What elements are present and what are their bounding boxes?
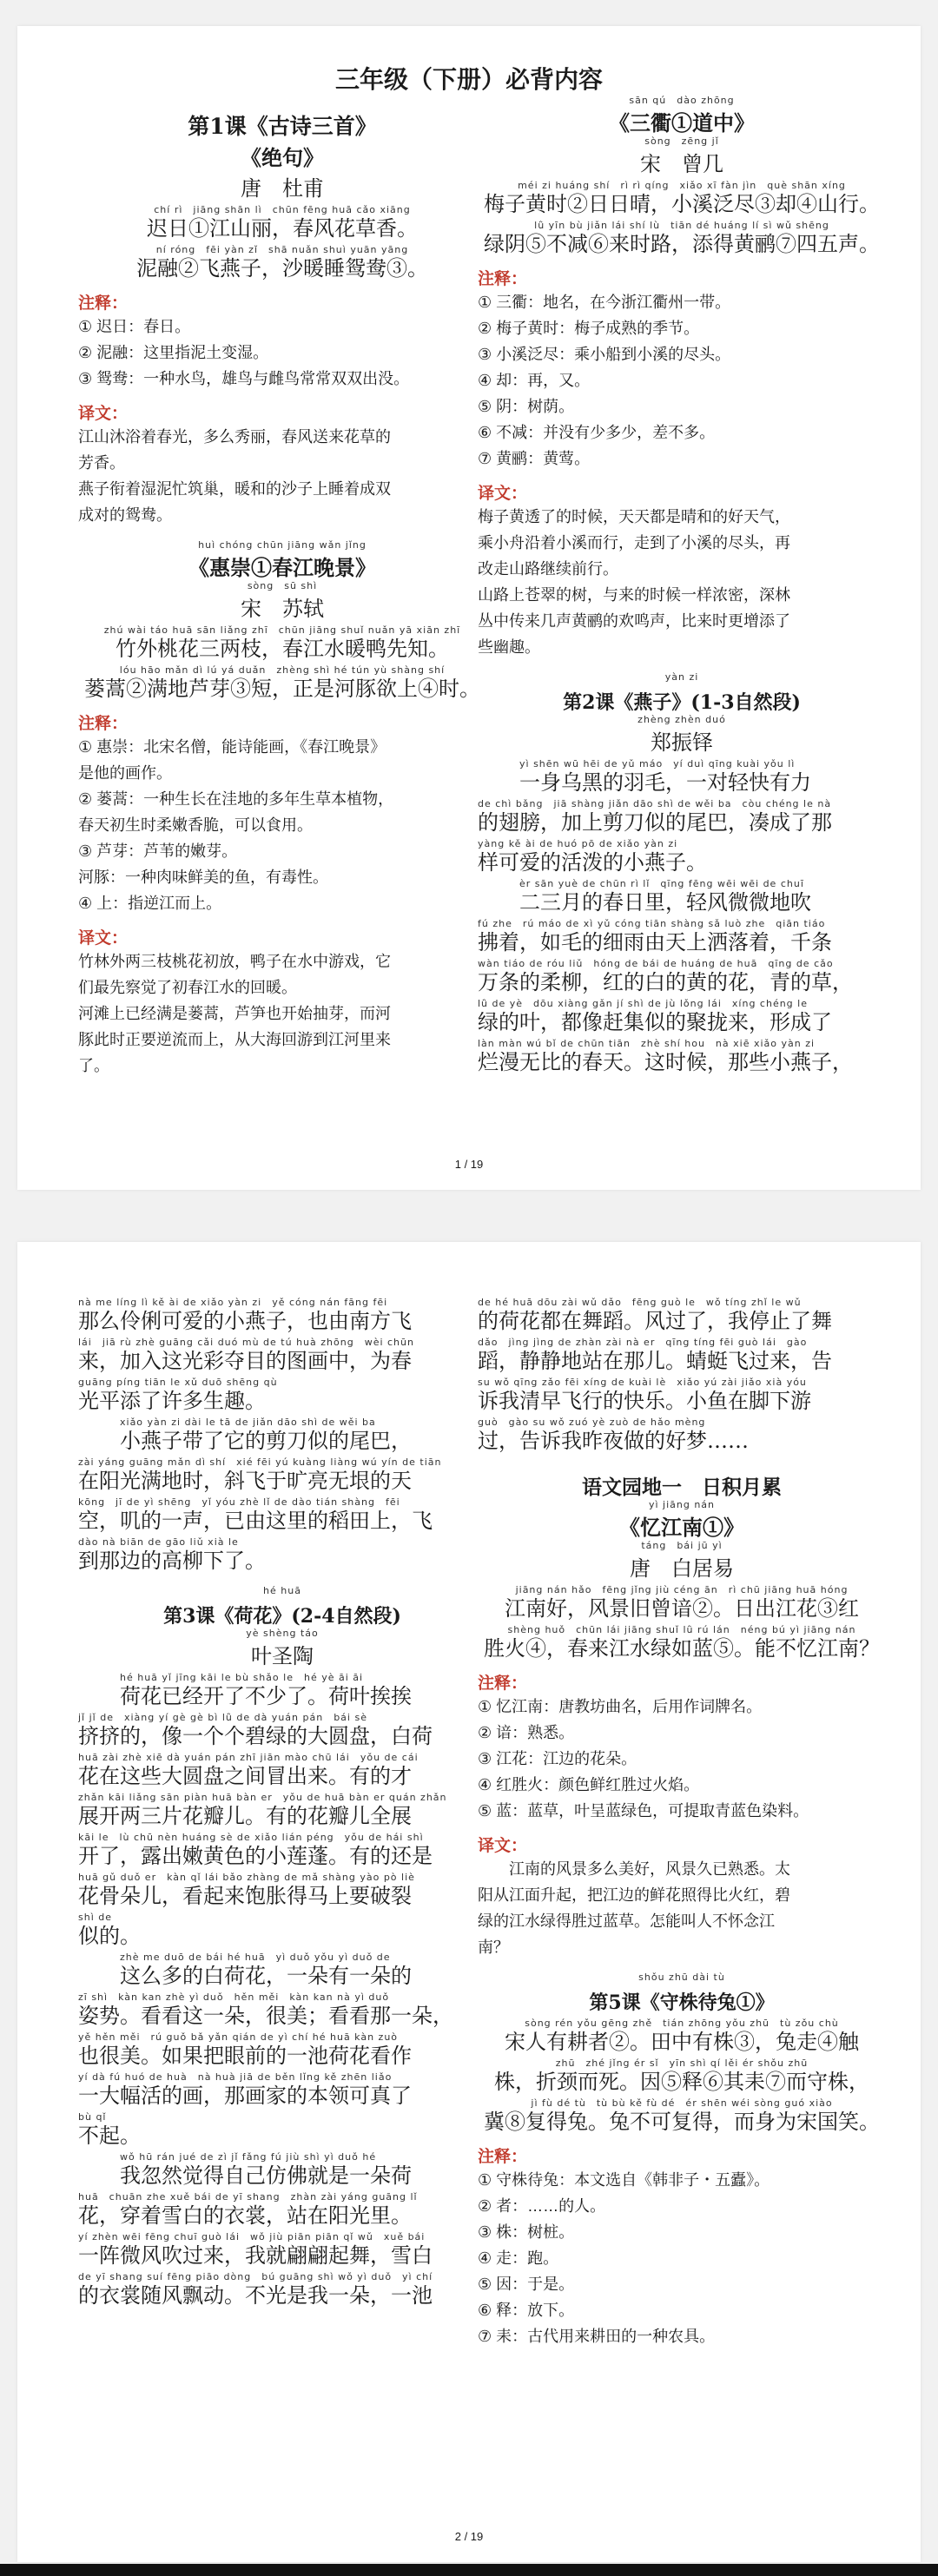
pinyin-line: lǜ de yè dōu xiàng gǎn jí shì de jù lǒng lái xíng chéng le	[478, 999, 808, 1009]
translation-line: 阳从江面升起，把江边的鲜花照得比火红，碧	[478, 1886, 790, 1904]
lesson1-title: 第1课《古诗三首》	[188, 114, 377, 139]
poem1-notes	[78, 314, 486, 392]
hanzi-line: 荷花已经开了不少了。荷叶挨挨	[120, 1684, 412, 1708]
translation-line: 丛中传来几声黄鹂的欢鸣声，比来时更增添了	[478, 612, 790, 630]
hanzi-line: 拂着，如毛的细雨由天上洒落着，千条	[478, 930, 832, 954]
hanzi-line: 江南好，风景旧曾谙②。日出江花③红	[505, 1596, 859, 1621]
translation-label: 译文：	[78, 928, 129, 948]
text-line	[478, 1039, 886, 1075]
hanzi-line: 不起。	[78, 2124, 141, 2148]
pinyin-line: guāng píng tiān le xǔ duō shēng qù	[78, 1377, 278, 1388]
lesson3-text-continued	[478, 1298, 886, 1454]
lesson5-title: 第5课《守株待兔①》	[589, 1991, 775, 2014]
poem1-title: 《绝句》	[241, 145, 324, 170]
hanzi-line: 那么伶俐可爱的小燕子，也由南方飞	[78, 1309, 412, 1333]
garden-title: 语文园地一 日积月累	[582, 1476, 782, 1499]
poem3-lines	[478, 181, 886, 257]
note-item: ⑥ 不减：并没有少多少，差不多。	[478, 424, 716, 441]
text-line	[78, 1537, 486, 1574]
text-line	[78, 1377, 486, 1414]
text-line	[78, 1298, 486, 1334]
lesson5-text	[478, 2018, 886, 2135]
document-page-2	[17, 1242, 921, 2562]
hanzi-line: 花在这些大圆盘之间冒出来。有的才	[78, 1764, 412, 1788]
text-line	[78, 1673, 486, 1709]
pinyin-line: shèng huǒ chūn lái jiāng shuǐ lǜ rú lán néng bú yì jiāng nán	[507, 1625, 856, 1635]
bottom-bar	[0, 2564, 938, 2576]
pinyin-line: kōng jī de yì shēng yǐ yóu zhè lǐ de dào tián shàng fēi	[78, 1497, 400, 1508]
hanzi-line: 泥融②飞燕子，沙暖睡鸳鸯③。	[136, 256, 428, 281]
text-line	[478, 2098, 886, 2135]
hanzi-line: 万条的柔柳，红的白的黄的花，青的草，	[478, 970, 853, 994]
note-item: ① 三衢：地名，在今浙江衢州一带。	[478, 294, 731, 311]
pinyin-line: yí zhèn wēi fēng chuī guò lái wǒ jiù piān piān qǐ wǔ xuě bái	[78, 2232, 426, 2242]
hanzi-line: 竹外桃花三两枝，春江水暖鸭先知。	[116, 637, 449, 661]
lesson3-title-pinyin: hé huā	[263, 1586, 301, 1596]
note-item: ④ 走：跑。	[478, 2249, 559, 2267]
text-line	[478, 1417, 886, 1454]
hanzi-line: 在阳光满地时，斜飞于旷亮无垠的天	[78, 1469, 412, 1493]
hanzi-line: 过，告诉我昨夜做的好梦……	[478, 1429, 749, 1453]
translation-line: 江山沐浴着春光，多么秀丽，春风送来花草的	[78, 428, 391, 446]
lesson5-notes	[478, 2167, 886, 2349]
pinyin-line: zhè me duō de bái hé huā yì duǒ yǒu yì duǒ de	[120, 1952, 391, 1963]
poem1-translation	[78, 424, 486, 528]
pinyin-line: zhū zhé jǐng ér sǐ yīn shì qí lěi ér shǒu zhū	[555, 2058, 809, 2069]
note-item: ⑦ 耒：古代用来耕田的一种农具。	[478, 2328, 716, 2345]
pinyin-line: yí dà fú huó de huà nà huà jiā de běn lǐng kě zhēn liǎo	[78, 2072, 393, 2083]
translation-line: 些幽趣。	[478, 638, 540, 656]
note-item: 春天初生时柔嫩香脆，可以食用。	[78, 816, 313, 834]
notes-label: 注释：	[478, 1674, 528, 1693]
text-line	[78, 1793, 486, 1829]
hanzi-line: 蹈，静静地站在那儿。蜻蜓飞过来，告	[478, 1349, 832, 1373]
pinyin-line: wǒ hū rán jué de zì jǐ fǎng fú jiù shì yì duǒ hé	[120, 2152, 377, 2163]
note-item: ① 惠崇：北宋名僧，能诗能画，《春江晚景》	[78, 738, 386, 756]
translation-line: 河滩上已经满是蒌蒿，芦笋也开始抽芽，而河	[78, 1005, 391, 1022]
text-line	[478, 999, 886, 1035]
note-item: ⑤ 蓝：蓝草，叶呈蓝绿色，可提取青蓝色染料。	[478, 1802, 809, 1820]
text-line	[478, 181, 886, 217]
note-item: ⑤ 因：于是。	[478, 2275, 575, 2293]
translation-line: 芳香。	[78, 454, 125, 472]
pinyin-line: dào nà biān de gāo liǔ xià le	[78, 1537, 239, 1548]
poem3-translation	[478, 504, 886, 660]
note-item: ① 迟日：春日。	[78, 318, 191, 335]
poem4-lines	[478, 1585, 886, 1661]
note-item: ④ 上：指逆江而上。	[78, 895, 222, 912]
pinyin-line: dǎo jìng jìng de zhàn zài nà er qīng tíng fēi guò lái gào	[478, 1338, 808, 1348]
document-title: 三年级（下册）必背内容	[334, 65, 603, 94]
text-line	[478, 799, 886, 836]
hanzi-line: 的荷花都在舞蹈。风过了，我停止了舞	[478, 1309, 832, 1333]
pinyin-line: yì shēn wū hēi de yǔ máo yí duì qīng kuài yǒu lì	[519, 759, 796, 769]
text-line	[78, 1753, 486, 1789]
hanzi-line: 一阵微风吹过来，我就翩翩起舞，雪白	[78, 2243, 433, 2268]
translation-line: 燕子衔着湿泥忙筑巢，暖和的沙子上睡着成双	[78, 480, 391, 498]
text-line	[478, 759, 886, 796]
lesson2-title: 第2课《燕子》(1-3自然段)	[563, 691, 801, 714]
poem4-translation	[478, 1856, 886, 1960]
hanzi-line: 胜火④，春来江水绿如蓝⑤。能不忆江南？	[484, 1636, 880, 1661]
pinyin-line: zhǎn kāi liǎng sān piàn huā bàn er yǒu de huā bàn er quán zhǎn	[78, 1793, 447, 1803]
pinyin-line: ní róng fēi yàn zǐ shā nuǎn shuì yuān yāng	[155, 245, 409, 255]
pinyin-line: shì de	[78, 1912, 113, 1923]
notes-label: 注释：	[478, 2147, 528, 2166]
note-item: ② 泥融：这里指泥土变湿。	[78, 344, 269, 361]
hanzi-line: 迟日①江山丽，春风花草香。	[147, 216, 418, 241]
poem2-title-pinyin: huì chóng chūn jiāng wǎn jǐng	[198, 540, 367, 551]
text-line	[78, 1417, 486, 1454]
pinyin-line: de chì bǎng jiā shàng jiǎn dāo shì de wěi ba còu chéng le nà	[478, 799, 832, 809]
pinyin-line: méi zi huáng shí rì rì qíng xiǎo xī fàn jìn què shān xíng	[518, 181, 846, 191]
hanzi-line: 我忽然觉得自己仿佛就是一朵荷	[120, 2163, 412, 2188]
translation-line: 们最先察觉了初春江水的回暖。	[78, 979, 297, 996]
translation-line: 豚此时正要逆流而上，从大海回游到江河里来	[78, 1031, 391, 1048]
hanzi-line: 展开两三片花瓣儿。有的花瓣儿全展	[78, 1804, 412, 1828]
hanzi-line: 开了，露出嫩黄色的小莲蓬。有的还是	[78, 1844, 433, 1868]
text-line	[478, 1625, 886, 1661]
pinyin-line: huā zài zhè xiē dà yuán pán zhī jiān mào chū lái yǒu de cái	[78, 1753, 419, 1763]
text-line	[478, 1298, 886, 1334]
hanzi-line: 花骨朵儿，看起来饱胀得马上要破裂	[78, 1884, 412, 1908]
text-line	[78, 625, 486, 662]
note-item: ③ 芦芽：芦苇的嫩芽。	[78, 842, 238, 860]
lesson3-title: 第3课《荷花》(2-4自然段)	[163, 1605, 401, 1628]
notes-label: 注释：	[78, 294, 129, 313]
note-item: ④ 却：再，又。	[478, 372, 591, 389]
page1-right-column	[478, 96, 886, 1075]
translation-line: 改走山路继续前行。	[478, 560, 618, 578]
hanzi-line: 到那边的高柳下了。	[78, 1549, 266, 1573]
note-item: ② 梅子黄时：梅子成熟的季节。	[478, 320, 700, 337]
text-line	[78, 2072, 486, 2109]
lesson3-text	[78, 1673, 486, 2308]
hanzi-line: 二三月的春日里，轻风微微地吹	[519, 890, 811, 915]
hanzi-line: 花，穿着雪白的衣裳，站在阳光里。	[78, 2203, 412, 2228]
text-line	[78, 205, 486, 241]
text-line	[478, 2018, 886, 2055]
note-item: ① 守株待兔：本文选自《韩非子・五蠹》。	[478, 2171, 770, 2189]
hanzi-line: 冀⑧复得兔。兔不可复得，而身为宋国笑。	[484, 2110, 880, 2134]
translation-line: 山路上苍翠的树，与来的时候一样浓密，深林	[478, 586, 790, 604]
pinyin-line: kāi le lù chū nèn huáng sè de xiǎo lián péng yǒu de hái shì	[78, 1833, 424, 1843]
text-line	[78, 1713, 486, 1749]
pinyin-line: sòng rén yǒu gēng zhě tián zhōng yǒu zhū tù zǒu chù	[525, 2018, 839, 2029]
poem2-author: 宋 苏轼	[241, 597, 324, 621]
text-line	[78, 2272, 486, 2308]
translation-label: 译文：	[478, 1836, 528, 1855]
note-item: 是他的画作。	[78, 764, 172, 782]
lesson2-author-pinyin: zhèng zhèn duó	[637, 715, 726, 725]
lesson2-text-continued	[78, 1298, 486, 1574]
text-line	[78, 2192, 486, 2229]
note-item: ④ 红胜火：颜色鲜红胜过火焰。	[478, 1776, 700, 1793]
poem1-lines	[78, 205, 486, 281]
pinyin-line: chí rì jiāng shān lì chūn fēng huā cǎo xiāng	[154, 205, 411, 215]
note-item: ③ 株：树桩。	[478, 2223, 575, 2241]
hanzi-line: 绿的叶，都像赶集似的聚拢来，形成了	[478, 1010, 832, 1034]
translation-line: 江南的风景多么美好，风景久已熟悉。太	[509, 1860, 790, 1878]
text-line	[478, 959, 886, 995]
text-line	[78, 1992, 486, 2029]
translation-line: 南？	[478, 1939, 509, 1956]
pinyin-line: zài yáng guāng mǎn dì shí xié fēi yú kuàng liàng wú yín de tiān	[78, 1457, 442, 1468]
note-item: ③ 江花：江边的花朵。	[478, 1750, 637, 1767]
note-item: ② 蒌蒿：一种生长在洼地的多年生草本植物，	[78, 790, 394, 808]
hanzi-line: 光平添了许多生趣。	[78, 1389, 266, 1413]
translation-label: 译文：	[478, 484, 528, 503]
lesson2-author: 郑振铎	[651, 730, 713, 755]
pinyin-line: èr sān yuè de chūn rì lǐ qīng fēng wēi wēi de chuī	[519, 879, 804, 889]
text-line	[78, 1952, 486, 1989]
poem3-author: 宋 曾几	[640, 152, 723, 176]
document-page-1	[17, 26, 921, 1190]
pinyin-line: lǜ yīn bù jiǎn lái shí lù tiān dé huáng lí sì wǔ shēng	[534, 221, 829, 231]
hanzi-line: 梅子黄时②日日晴，小溪泛尽③却④山行。	[484, 192, 880, 216]
hanzi-line: 来，加入这光彩夺目的图画中，为春	[78, 1349, 412, 1373]
pinyin-line: hé huā yǐ jīng kāi le bù shǎo le hé yè āi āi	[120, 1673, 364, 1683]
hanzi-line: 一身乌黑的羽毛，一对轻快有力	[519, 770, 811, 795]
hanzi-line: 诉我清早飞行的快乐。小鱼在脚下游	[478, 1389, 811, 1413]
text-line	[78, 2032, 486, 2069]
lesson2-text	[478, 759, 886, 1075]
text-line	[478, 839, 886, 875]
hanzi-line: 的衣裳随风飘动。不光是我一朵，一池	[78, 2283, 433, 2308]
pinyin-line: de hé huā dōu zài wǔ dǎo fēng guò le wǒ tíng zhǐ le wǔ	[478, 1298, 802, 1308]
hanzi-line: 挤挤的，像一个个碧绿的大圆盘，白荷	[78, 1724, 433, 1748]
hanzi-line: 姿势。看看这一朵，很美；看看那一朵，	[78, 2004, 453, 2028]
hanzi-line: 样可爱的活泼的小燕子。	[478, 850, 707, 875]
text-line	[78, 665, 486, 702]
translation-line: 成对的鸳鸯。	[78, 506, 172, 524]
note-item: 河豚：一种肉味鲜美的鱼，有毒性。	[78, 869, 328, 886]
poem2-lines	[78, 625, 486, 702]
note-item: ② 者：……的人。	[478, 2197, 606, 2215]
pinyin-line: jì fù dé tù tù bù kě fù dé ér shēn wéi sòng guó xiào	[531, 2098, 833, 2109]
text-line	[78, 2112, 486, 2149]
notes-label: 注释：	[78, 714, 129, 733]
pinyin-line: wàn tiáo de róu liǔ hóng de bái de huáng de huā qīng de cǎo	[478, 959, 834, 969]
text-line	[78, 2152, 486, 2189]
lesson2-title-pinyin: yàn zi	[664, 672, 699, 683]
hanzi-line: 小燕子带了它的剪刀似的尾巴，	[120, 1429, 412, 1453]
note-item: ⑦ 黄鹂：黄莺。	[478, 450, 591, 467]
pinyin-line: làn màn wú bǐ de chūn tiān zhè shí hou nà xiē xiǎo yàn zi	[478, 1039, 816, 1049]
hanzi-line: 烂漫无比的春天。这时候，那些小燕子，	[478, 1050, 853, 1074]
text-line	[78, 1457, 486, 1494]
pinyin-line: guò gào su wǒ zuó yè zuò de hǎo mèng	[478, 1417, 706, 1428]
pinyin-line: jǐ jǐ de xiàng yí gè gè bì lǜ de dà yuán pán bái sè	[78, 1713, 367, 1723]
poem2-notes	[78, 734, 486, 916]
lesson3-author: 叶圣陶	[251, 1644, 314, 1668]
poem4-title: 《忆江南①》	[619, 1515, 744, 1540]
pinyin-line: lóu hāo mǎn dì lú yá duǎn zhèng shì hé tún yù shàng shí	[119, 665, 446, 676]
pinyin-line: fú zhe rú máo de xì yǔ cóng tiān shàng sǎ luò zhe qiān tiáo	[478, 919, 826, 929]
pinyin-line: de yī shang suí fēng piāo dòng bú guāng shì wǒ yì duǒ yì chí	[78, 2272, 433, 2282]
text-line	[478, 221, 886, 257]
lesson5-title-pinyin: shǒu zhū dài tù	[638, 1972, 725, 1983]
text-line	[78, 1338, 486, 1374]
page-number: 1 / 19	[454, 1158, 484, 1171]
pinyin-line: su wǒ qīng zǎo fēi xíng de kuài lè xiǎo yú zài jiǎo xià yóu	[478, 1377, 807, 1388]
text-line	[478, 1338, 886, 1374]
page-number: 2 / 19	[454, 2530, 484, 2543]
translation-line: 了。	[78, 1057, 109, 1074]
page2-right-column	[478, 1294, 886, 2349]
poem2-title: 《惠崇①春江晚景》	[188, 555, 376, 580]
text-line	[78, 245, 486, 281]
poem3-author-pinyin: sòng zēng jǐ	[644, 136, 719, 147]
pinyin-line: xiǎo yàn zi dài le tā de jiǎn dāo shì de wěi ba	[120, 1417, 376, 1428]
hanzi-line: 也很美。如果把眼前的一池荷花看作	[78, 2044, 412, 2068]
hanzi-line: 空，叽的一声，已由这里的稻田上，飞	[78, 1509, 433, 1533]
poem4-title-pinyin: yì jiāng nán	[648, 1500, 716, 1510]
pinyin-line: nà me líng lì kě ài de xiǎo yàn zi yě cóng nán fāng fēi	[78, 1298, 388, 1308]
text-line	[78, 1873, 486, 1909]
text-line	[478, 879, 886, 915]
text-line	[78, 2232, 486, 2269]
note-item: ① 忆江南：唐教坊曲名，后用作词牌名。	[478, 1698, 763, 1715]
note-item: ⑤ 阴：树荫。	[478, 398, 575, 415]
translation-line: 乘小舟沿着小溪而行，走到了小溪的尽头，再	[478, 534, 790, 552]
poem2-translation	[78, 948, 486, 1079]
hanzi-line: 似的。	[78, 1924, 141, 1948]
text-line	[78, 1833, 486, 1869]
text-line	[478, 2058, 886, 2095]
lesson3-author-pinyin: yè shèng táo	[246, 1628, 319, 1639]
pinyin-line: yě hěn měi rú guǒ bǎ yǎn qián de yì chí hé huā kàn zuò	[78, 2032, 399, 2043]
pinyin-line: huā chuān zhe xuě bái de yī shang zhàn zài yáng guāng lǐ	[78, 2192, 418, 2203]
note-item: ③ 小溪泛尽：乘小船到小溪的尽头。	[478, 346, 731, 363]
translation-line: 梅子黄透了的时候，天天都是晴和的好天气，	[478, 508, 790, 525]
hanzi-line: 的翅膀，加上剪刀似的尾巴，凑成了那	[478, 810, 832, 835]
hanzi-line: 株，折颈而死。因⑤释⑥其耒⑦而守株，	[494, 2070, 869, 2094]
text-line	[78, 1912, 486, 1949]
poem4-author-pinyin: táng bái jū yì	[641, 1541, 723, 1551]
note-item: ⑥ 释：放下。	[478, 2302, 575, 2319]
page1-left-column	[78, 104, 486, 1079]
poem4-notes	[478, 1694, 886, 1824]
hanzi-line: 一大幅活的画，那画家的本领可真了	[78, 2084, 412, 2108]
pinyin-line: zī shì kàn kan zhè yì duǒ hěn měi kàn kan nà yì duǒ	[78, 1992, 390, 2003]
poem3-notes	[478, 289, 886, 472]
pinyin-line: zhú wài táo huā sān liǎng zhī chūn jiāng shuǐ nuǎn yā xiān zhī	[103, 625, 461, 636]
hanzi-line: 绿阴⑤不减⑥来时路，添得黄鹂⑦四五声。	[484, 232, 880, 256]
translation-line: 竹林外两三枝桃花初放，鸭子在水中游戏，它	[78, 953, 391, 970]
translation-label: 译文：	[78, 404, 129, 423]
poem3-title: 《三衢①道中》	[609, 110, 755, 135]
hanzi-line: 这么多的白荷花，一朵有一朵的	[120, 1964, 412, 1988]
notes-label: 注释：	[478, 269, 528, 288]
pinyin-line: huā gǔ duǒ er kàn qǐ lái bǎo zhàng de mǎ shàng yào pò liè	[78, 1873, 415, 1883]
note-item: ③ 鸳鸯：一种水鸟，雄鸟与雌鸟常常双双出没。	[78, 370, 410, 387]
poem3-title-pinyin: sān qú dào zhōng	[629, 96, 735, 106]
poem1-author: 唐 杜甫	[241, 176, 324, 201]
note-item: ② 谙：熟悉。	[478, 1724, 575, 1741]
pinyin-line: bù qǐ	[78, 2112, 107, 2123]
translation-line: 绿的江水绿得胜过蓝草。怎能叫人不怀念江	[478, 1912, 775, 1930]
text-line	[78, 1497, 486, 1534]
poem2-author-pinyin: sòng sū shì	[247, 581, 318, 591]
page2-left-column	[78, 1294, 486, 2308]
pinyin-line: jiāng nán hǎo fēng jǐng jiù céng ān rì chū jiāng huā hóng	[515, 1585, 849, 1595]
text-line	[478, 1585, 886, 1622]
hanzi-line: 蒌蒿②满地芦芽③短，正是河豚欲上④时。	[84, 677, 480, 701]
pinyin-line: yàng kě ài de huó pō de xiǎo yàn zi	[478, 839, 678, 849]
text-line	[478, 919, 886, 955]
hanzi-line: 宋人有耕者②。田中有株③，兔走④触	[505, 2030, 859, 2054]
pinyin-line: lái jiā rù zhè guāng cǎi duó mù de tú huà zhōng wèi chūn	[78, 1338, 414, 1348]
text-line	[478, 1377, 886, 1414]
poem4-author: 唐 白居易	[630, 1556, 734, 1581]
